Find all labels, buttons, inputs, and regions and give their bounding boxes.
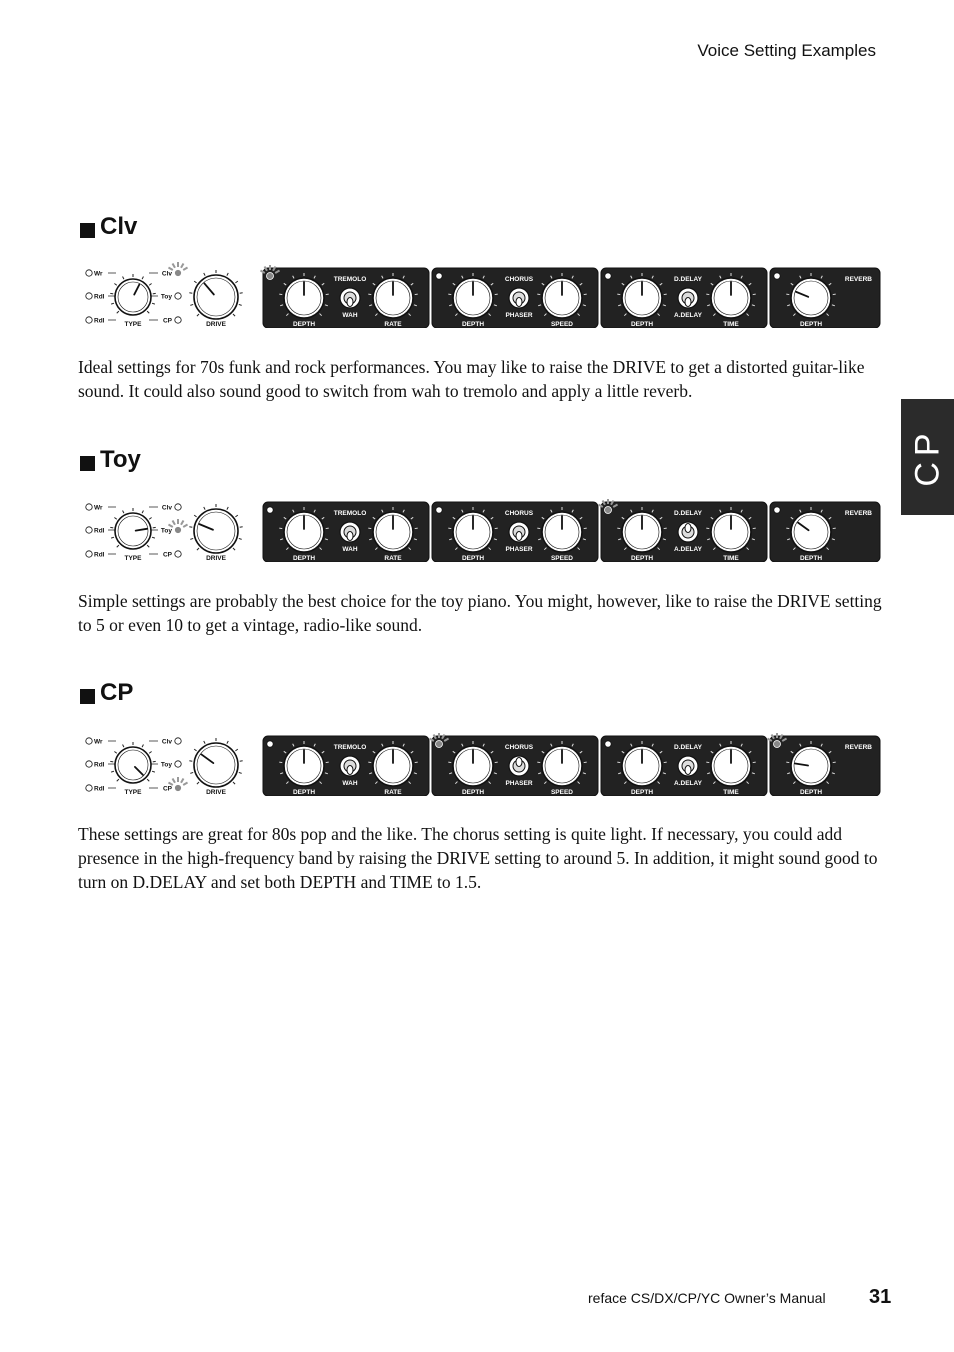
- settings-panel-cp: [78, 728, 888, 796]
- knob-tick: [227, 741, 228, 744]
- knob-tick: [197, 548, 199, 550]
- led-glow-ray: [183, 268, 187, 271]
- led-dot-lit: [436, 741, 443, 748]
- effect-knob-label: DEPTH: [630, 321, 654, 328]
- section-description: Simple settings are probably the best choice for the toy piano. You might, however, like to raise the DRIVE setting to 5 or even 10 to get a vintage, radio-like sound.: [78, 591, 882, 635]
- knob-body: [115, 747, 151, 783]
- chapter-side-tab-label: CP: [908, 427, 946, 487]
- led-dot: [774, 273, 780, 279]
- effect-knob-label: DEPTH: [292, 321, 316, 328]
- switch-lever: [685, 298, 691, 307]
- type-led-rdl1: [86, 527, 92, 533]
- section-description: These settings are great for 80s pop and the like. The chorus setting is quite light. If necessary, you could add presence in the high-frequency band by raising the DRIVE setting to around 5. In addition, it might sound good to turn on D.DELAY and set both DEPTH and TIME to 1.5.: [78, 824, 878, 892]
- led-dot-lit: [774, 741, 781, 748]
- effect-on-led: [605, 273, 611, 279]
- heading-square-bullet: [80, 689, 95, 704]
- effect-mode-switch: [678, 756, 698, 776]
- effect-title-label: CHORUS: [504, 276, 534, 283]
- led-glow-ray: [181, 520, 184, 524]
- effect-on-led: [436, 273, 442, 279]
- knob-tick: [190, 538, 193, 539]
- knob-tick: [111, 303, 114, 304]
- knob-tick: [147, 311, 149, 313]
- effect-on-led: [436, 507, 442, 513]
- knob-tick: [111, 537, 114, 538]
- knob-tick: [190, 304, 193, 305]
- led-dot: [175, 293, 181, 299]
- effect-block-chorus-phaser: [432, 502, 598, 562]
- type-led-clv: [175, 738, 181, 744]
- drive-knob-label: DRIVE: [206, 789, 226, 796]
- led-dot: [86, 785, 92, 791]
- led-dot-lit: [175, 527, 182, 534]
- type-led-cp: [175, 551, 181, 557]
- effect-knob-label: DEPTH: [292, 789, 316, 796]
- knob-tick: [114, 517, 116, 519]
- knob-tick: [194, 749, 196, 751]
- led-dot: [175, 317, 181, 323]
- type-knob: [110, 742, 155, 783]
- effect-title-label: REVERB: [844, 744, 872, 751]
- switch-lever: [516, 758, 522, 767]
- effect-switch-label: WAH: [342, 312, 358, 319]
- knob-tick: [142, 277, 143, 280]
- page-header-title: Voice Setting Examples: [697, 41, 876, 60]
- effect-switch-label: PHASER: [505, 546, 533, 553]
- switch-lever: [516, 298, 522, 307]
- type-led-rdl1: [86, 761, 92, 767]
- drive-knob-label: DRIVE: [206, 555, 226, 562]
- effect-on-led: [267, 741, 273, 747]
- effect-mode-switch: [340, 288, 360, 308]
- effect-title-label: CHORUS: [504, 510, 534, 517]
- effect-mode-switch: [509, 288, 529, 308]
- effect-knob-label: RATE: [384, 789, 402, 796]
- led-dot: [605, 273, 611, 279]
- effect-title-label: TREMOLO: [333, 744, 367, 751]
- type-option-label: Clv: [161, 738, 172, 746]
- type-option-label: CP: [162, 317, 172, 325]
- led-dot: [175, 504, 181, 510]
- type-led-toy: [175, 293, 181, 299]
- effect-block-reverb: [767, 733, 880, 796]
- type-option-label: Rdl: [94, 785, 105, 793]
- led-dot-lit: [175, 785, 182, 792]
- effect-block-reverb: [770, 502, 880, 562]
- knob-tick: [152, 303, 155, 304]
- drive-knob-label: DRIVE: [206, 321, 226, 328]
- knob-tick: [117, 311, 119, 313]
- section-heading: [78, 679, 888, 714]
- led-dot: [86, 293, 92, 299]
- led-dot: [86, 761, 92, 767]
- effect-knob-label: SPEED: [550, 555, 574, 562]
- settings-panel-clv: [78, 260, 888, 328]
- knob-tick: [227, 273, 228, 276]
- knob-tick: [147, 545, 149, 547]
- drive-knob: [189, 738, 242, 787]
- knob-tick: [197, 782, 199, 784]
- led-dot: [267, 507, 273, 513]
- knob-body: [791, 746, 831, 786]
- knob-tick: [239, 772, 242, 773]
- type-led-wr: [86, 504, 92, 510]
- knob-tick: [114, 751, 116, 753]
- effect-mode-switch: [678, 522, 698, 542]
- led-dot: [86, 738, 92, 744]
- effect-block-ddelay-adelay: [601, 736, 767, 796]
- effect-title-label: TREMOLO: [333, 276, 367, 283]
- effect-title-label: D.DELAY: [674, 276, 702, 283]
- effect-title-label: CHORUS: [504, 744, 534, 751]
- knob-tick: [142, 511, 143, 514]
- led-dot: [86, 504, 92, 510]
- section-description: Ideal settings for 70s funk and rock performances. You may like to raise the DRIVE to get a distorted guitar-like sound. It could also sound good to switch from wah to tremolo and apply a little reverb.: [78, 357, 865, 401]
- led-dot: [86, 270, 92, 276]
- type-option-label: CP: [162, 785, 172, 793]
- effect-block-ddelay-adelay: [601, 268, 767, 328]
- section-title: Toy: [100, 446, 141, 473]
- effect-switch-label: PHASER: [505, 780, 533, 787]
- knob-tick: [117, 545, 119, 547]
- switch-lever: [685, 524, 691, 533]
- led-dot: [175, 551, 181, 557]
- effect-knob-label: SPEED: [550, 789, 574, 796]
- section-title: Clv: [100, 213, 138, 240]
- led-dot: [605, 741, 611, 747]
- led-dot-lit: [605, 507, 612, 514]
- section-heading: [78, 213, 888, 248]
- knob-tick: [149, 751, 151, 753]
- type-knob-label: TYPE: [124, 555, 142, 562]
- led-dot-lit: [175, 270, 182, 277]
- type-option-label: Toy: [160, 527, 172, 535]
- knob-body: [791, 512, 831, 552]
- effect-knob-label: TIME: [723, 789, 739, 796]
- knob-tick: [239, 538, 242, 539]
- effect-block-tremolo-wah: [260, 265, 429, 328]
- knob-tick: [233, 548, 235, 550]
- knob-body: [194, 743, 238, 787]
- led-glow-ray: [181, 778, 184, 782]
- effect-block-ddelay-adelay: [598, 499, 767, 562]
- knob-tick: [233, 782, 235, 784]
- led-glow-ray: [181, 263, 184, 267]
- effect-knob-label: DEPTH: [461, 789, 485, 796]
- effect-on-led: [605, 741, 611, 747]
- knob-tick: [235, 515, 237, 517]
- effect-knob-label: TIME: [723, 555, 739, 562]
- knob-tick: [152, 537, 155, 538]
- effect-on-led: [774, 273, 780, 279]
- knob-tick: [123, 277, 124, 280]
- section-toy: [78, 446, 888, 481]
- effect-knob-label: DEPTH: [799, 321, 823, 328]
- effect-block-chorus-phaser: [432, 268, 598, 328]
- effect-title-label: REVERB: [844, 510, 872, 517]
- knob-tick: [152, 771, 155, 772]
- led-dot: [175, 761, 181, 767]
- effect-switch-label: A.DELAY: [674, 780, 702, 787]
- type-led-wr: [86, 270, 92, 276]
- effect-switch-label: A.DELAY: [674, 546, 702, 553]
- effect-knob-label: DEPTH: [799, 555, 823, 562]
- synth-panel-diagram: [78, 260, 888, 328]
- knob-tick: [117, 779, 119, 781]
- effect-title-label: D.DELAY: [674, 510, 702, 517]
- effect-knob-label: DEPTH: [292, 555, 316, 562]
- synth-panel-diagram: [78, 494, 888, 562]
- led-dot: [436, 273, 442, 279]
- led-dot: [774, 507, 780, 513]
- type-led-cp: [175, 317, 181, 323]
- effect-switch-label: WAH: [342, 780, 358, 787]
- knob-tick: [111, 771, 114, 772]
- type-led-clv: [175, 504, 181, 510]
- effect-knob-label: DEPTH: [630, 555, 654, 562]
- type-option-label: Rdl: [94, 527, 105, 535]
- knob-tick: [204, 507, 205, 510]
- knob-tick: [123, 745, 124, 748]
- led-dot: [86, 317, 92, 323]
- type-led-rdl2: [86, 317, 92, 323]
- type-option-label: Wr: [94, 738, 103, 746]
- effect-switch-label: PHASER: [505, 312, 533, 319]
- knob-tick: [114, 283, 116, 285]
- led-dot: [436, 507, 442, 513]
- knob-tick: [227, 507, 228, 510]
- effect-knob-label: DEPTH: [799, 789, 823, 796]
- effect-mode-switch: [340, 756, 360, 776]
- effect-knob-label: RATE: [384, 555, 402, 562]
- led-glow-ray: [173, 263, 176, 267]
- knob-body: [194, 509, 238, 553]
- type-option-label: Clv: [161, 270, 172, 278]
- switch-lever: [347, 298, 353, 307]
- knob-tick: [233, 314, 235, 316]
- switch-lever: [516, 532, 522, 541]
- effect-knob-label: SPEED: [550, 321, 574, 328]
- effect-block-tremolo-wah: [263, 502, 429, 562]
- type-option-label: Rdl: [94, 551, 105, 559]
- knob-tick: [194, 515, 196, 517]
- heading-square-bullet: [80, 223, 95, 238]
- drive-knob: [189, 504, 242, 553]
- effect-block-tremolo-wah: [263, 736, 429, 796]
- type-option-label: Rdl: [94, 317, 105, 325]
- type-knob-label: TYPE: [124, 321, 142, 328]
- effect-knob-label: DEPTH: [630, 789, 654, 796]
- knob-tick: [204, 741, 205, 744]
- led-glow-ray: [183, 525, 187, 528]
- effect-on-led: [774, 507, 780, 513]
- chapter-side-tab: [901, 399, 954, 515]
- switch-lever: [347, 766, 353, 775]
- led-glow-ray: [173, 778, 176, 782]
- type-led-wr: [86, 738, 92, 744]
- heading-square-bullet: [80, 456, 95, 471]
- synth-panel-diagram: [78, 728, 888, 796]
- led-dot-lit: [267, 273, 274, 280]
- knob-tick: [190, 772, 193, 773]
- knob-tick: [204, 273, 205, 276]
- effect-mode-switch: [678, 288, 698, 308]
- knob-tick: [235, 281, 237, 283]
- type-option-label: Toy: [160, 293, 172, 301]
- effect-block-chorus-phaser: [429, 733, 598, 796]
- knob-tick: [239, 304, 242, 305]
- knob-tick: [123, 511, 124, 514]
- knob-tick: [142, 745, 143, 748]
- settings-panel-toy: [78, 494, 888, 562]
- footer-manual-title: reface CS/DX/CP/YC Owner’s Manual: [588, 1290, 826, 1306]
- type-option-label: Clv: [161, 504, 172, 512]
- effect-mode-switch: [509, 756, 529, 776]
- switch-lever: [685, 766, 691, 775]
- led-dot: [86, 551, 92, 557]
- effect-knob-label: TIME: [723, 321, 739, 328]
- effect-title-label: TREMOLO: [333, 510, 367, 517]
- knob-body: [115, 279, 151, 315]
- type-option-label: Wr: [94, 270, 103, 278]
- type-knob-label: TYPE: [124, 789, 142, 796]
- effect-knob-label: DEPTH: [461, 321, 485, 328]
- type-knob: [110, 274, 155, 315]
- knob-tick: [235, 749, 237, 751]
- knob-body: [791, 278, 831, 318]
- switch-lever: [347, 532, 353, 541]
- led-glow-ray: [183, 783, 187, 786]
- led-dot: [86, 527, 92, 533]
- type-led-rdl2: [86, 551, 92, 557]
- led-dot: [267, 741, 273, 747]
- section-clv: [78, 213, 888, 248]
- knob-tick: [194, 281, 196, 283]
- type-option-label: CP: [162, 551, 172, 559]
- knob-tick: [149, 517, 151, 519]
- effect-title-label: REVERB: [844, 276, 872, 283]
- knob-body: [194, 275, 238, 319]
- effect-switch-label: A.DELAY: [674, 312, 702, 319]
- led-dot: [175, 738, 181, 744]
- section-title: CP: [100, 679, 134, 706]
- effect-mode-switch: [340, 522, 360, 542]
- knob-tick: [197, 314, 199, 316]
- knob-body: [115, 513, 151, 549]
- knob-tick: [147, 779, 149, 781]
- type-option-label: Rdl: [94, 293, 105, 301]
- effect-knob-label: DEPTH: [461, 555, 485, 562]
- type-knob: [110, 508, 155, 549]
- effect-title-label: D.DELAY: [674, 744, 702, 751]
- effect-block-reverb: [770, 268, 880, 328]
- effect-knob-label: RATE: [384, 321, 402, 328]
- type-led-rdl2: [86, 785, 92, 791]
- effect-mode-switch: [509, 522, 529, 542]
- type-led-rdl1: [86, 293, 92, 299]
- knob-tick: [149, 283, 151, 285]
- type-option-label: Wr: [94, 504, 103, 512]
- effect-on-led: [267, 507, 273, 513]
- type-option-label: Toy: [160, 761, 172, 769]
- drive-knob: [189, 270, 242, 319]
- section-cp: [78, 679, 888, 714]
- type-led-toy: [175, 761, 181, 767]
- section-heading: [78, 446, 888, 481]
- type-option-label: Rdl: [94, 761, 105, 769]
- led-glow-ray: [173, 520, 176, 524]
- page-number: 31: [869, 1286, 892, 1308]
- effect-switch-label: WAH: [342, 546, 358, 553]
